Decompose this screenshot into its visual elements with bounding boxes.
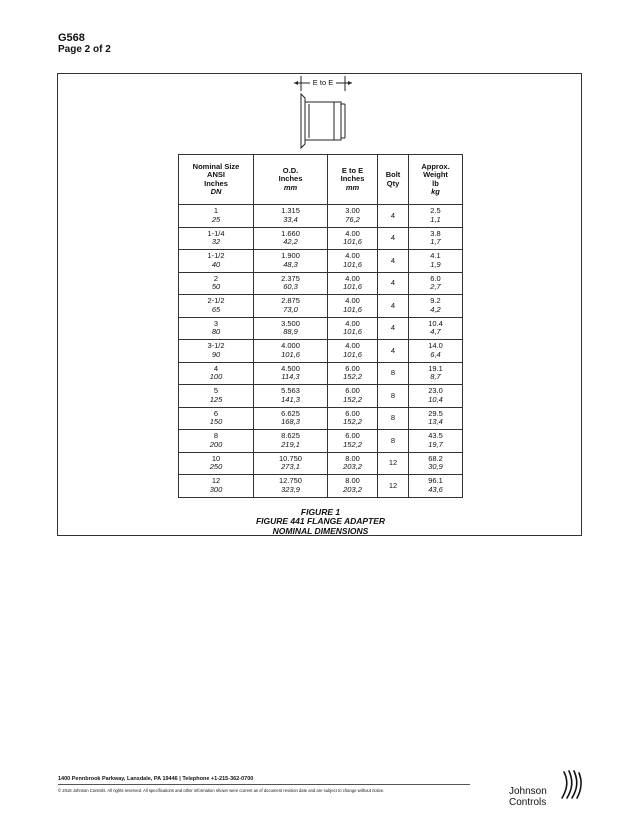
size-cell	[179, 250, 254, 273]
e-to-e-ee-mm: 152,2	[343, 372, 362, 382]
e-to-e-cell	[328, 272, 378, 295]
weight-wt-kg: 1,7	[430, 237, 441, 247]
od-cell	[254, 407, 328, 430]
weight-cell	[409, 362, 463, 385]
od-od-mm: 323,9	[281, 484, 300, 494]
size-cell	[179, 475, 254, 498]
e-to-e-ee-in: 3.00	[345, 206, 360, 216]
od-cell	[254, 362, 328, 385]
e-to-e-ee-in: 4.00	[345, 318, 360, 328]
e-to-e-cell	[328, 475, 378, 498]
header-nominal-size: Nominal Size ANSI Inches DN	[179, 155, 254, 205]
od-od-in: 2.375	[281, 273, 300, 283]
size-dn: 40	[211, 259, 221, 269]
bolt-qty-cell	[378, 227, 409, 250]
weight-wt-kg: 43,6	[428, 484, 443, 494]
document-id: G568	[58, 32, 85, 44]
od-od-mm: 60,3	[283, 282, 298, 292]
weight-wt-lb: 9.2	[430, 296, 441, 306]
size-dn: 90	[211, 349, 221, 359]
size-size: 1-1/4	[207, 228, 225, 238]
weight-wt-kg: 8,7	[430, 372, 441, 382]
dimensions-table	[178, 154, 463, 498]
od-od-in: 10.750	[279, 453, 302, 463]
size-size: 1	[213, 206, 219, 216]
e-to-e-cell	[328, 205, 378, 228]
bolt-qty-bolts: 12	[388, 480, 398, 490]
size-size: 1-1/2	[207, 251, 225, 261]
size-cell	[179, 452, 254, 475]
size-dn: 150	[209, 417, 223, 427]
table-row	[179, 475, 463, 498]
weight-wt-lb: 43.5	[428, 431, 443, 441]
size-size: 6	[213, 408, 219, 418]
od-od-in: 6.625	[281, 408, 300, 418]
size-dn: 300	[209, 484, 223, 494]
weight-wt-lb: 2.5	[430, 206, 441, 216]
e-to-e-ee-in: 4.00	[345, 296, 360, 306]
e-to-e-ee-in: 8.00	[345, 453, 360, 463]
size-dn: 125	[209, 394, 223, 404]
bolt-qty-bolts: 8	[390, 435, 396, 445]
weight-wt-kg: 4,2	[430, 304, 441, 314]
e-to-e-cell	[328, 250, 378, 273]
header-e-to-e: E to E Inches mm	[328, 155, 378, 205]
od-od-in: 2.875	[281, 296, 300, 306]
od-od-in: 12.750	[279, 476, 302, 486]
size-cell	[179, 295, 254, 318]
table-header-row	[179, 155, 463, 205]
header-bolt-qty: Bolt Qty	[378, 155, 409, 205]
od-cell	[254, 250, 328, 273]
table-row	[179, 227, 463, 250]
caption-line-2: FIGURE 441 FLANGE ADAPTER	[255, 516, 386, 527]
size-dn: 200	[209, 439, 223, 449]
size-cell	[179, 362, 254, 385]
od-od-in: 4.500	[281, 363, 300, 373]
weight-wt-lb: 14.0	[428, 341, 443, 351]
header-od: O.D. Inches mm	[254, 155, 328, 205]
e-to-e-ee-mm: 101,6	[343, 349, 362, 359]
size-dn: 80	[211, 327, 221, 337]
od-od-in: 1.660	[281, 228, 300, 238]
weight-cell	[409, 340, 463, 363]
od-cell	[254, 205, 328, 228]
johnson-controls-logo-text: Johnson Controls	[509, 786, 547, 808]
e-to-e-ee-mm: 152,2	[343, 439, 362, 449]
e-to-e-cell	[328, 227, 378, 250]
bolt-qty-cell	[378, 340, 409, 363]
weight-cell	[409, 385, 463, 408]
od-od-mm: 219,1	[281, 439, 300, 449]
size-size: 10	[211, 453, 221, 463]
e-to-e-ee-in: 4.00	[345, 228, 360, 238]
od-od-in: 3.500	[281, 318, 300, 328]
e-to-e-ee-in: 4.00	[345, 273, 360, 283]
size-dn: 100	[209, 372, 223, 382]
bolt-qty-bolts: 4	[390, 233, 396, 242]
od-cell	[254, 317, 328, 340]
bolt-qty-cell	[378, 475, 409, 498]
footer-rule	[58, 784, 470, 785]
od-od-mm: 273,1	[281, 462, 300, 472]
bolt-qty-cell	[378, 205, 409, 228]
table-row	[179, 205, 463, 228]
weight-wt-lb: 68.2	[428, 453, 443, 463]
bolt-qty-cell	[378, 385, 409, 408]
e-to-e-ee-mm: 101,6	[343, 304, 362, 314]
bolt-qty-bolts: 4	[390, 278, 396, 287]
weight-cell	[409, 295, 463, 318]
size-size: 12	[211, 476, 221, 486]
od-cell	[254, 430, 328, 453]
weight-wt-lb: 96.1	[428, 476, 443, 486]
weight-wt-kg: 10,4	[428, 394, 443, 404]
weight-cell	[409, 407, 463, 430]
size-cell	[179, 385, 254, 408]
e-to-e-cell	[328, 317, 378, 340]
od-od-mm: 168,3	[281, 417, 300, 427]
figure-box	[57, 73, 582, 536]
bolt-qty-bolts: 4	[390, 300, 396, 310]
e-to-e-ee-in: 6.00	[345, 408, 360, 418]
size-size: 3-1/2	[207, 341, 225, 351]
size-cell	[179, 430, 254, 453]
e-to-e-ee-mm: 101,6	[343, 259, 362, 269]
size-size: 5	[213, 386, 219, 396]
bolt-qty-bolts: 4	[390, 345, 396, 355]
od-od-in: 1.900	[281, 251, 300, 261]
e-to-e-cell	[328, 407, 378, 430]
e-to-e-ee-mm: 76,2	[345, 214, 360, 224]
johnson-controls-logo-icon	[558, 768, 584, 802]
weight-cell	[409, 205, 463, 228]
e-to-e-ee-mm: 152,2	[343, 394, 362, 404]
e-to-e-ee-in: 4.00	[345, 341, 360, 351]
page-number: Page 2 of 2	[58, 44, 111, 55]
bolt-qty-cell	[378, 317, 409, 340]
size-dn: 25	[211, 214, 221, 224]
size-size: 2-1/2	[207, 296, 225, 306]
e-to-e-cell	[328, 385, 378, 408]
od-cell	[254, 227, 328, 250]
od-od-mm: 114,3	[281, 372, 300, 382]
size-cell	[179, 227, 254, 250]
bolt-qty-bolts: 12	[388, 458, 398, 467]
size-size: 2	[213, 273, 219, 283]
od-od-in: 8.625	[281, 431, 300, 441]
bolt-qty-bolts: 4	[390, 210, 396, 220]
weight-wt-lb: 6.0	[430, 273, 441, 283]
footer-legal: © 2018 Johnson Controls. All rights reserved. All specifications and other information shown were current as of document revision date and are subject to change without notice.	[58, 788, 385, 793]
od-od-mm: 73,0	[283, 304, 298, 314]
size-cell	[179, 317, 254, 340]
weight-wt-kg: 2,7	[430, 282, 441, 292]
e-to-e-ee-in: 6.00	[345, 431, 360, 441]
size-size: 8	[213, 431, 219, 441]
caption-line-1: FIGURE 1	[300, 507, 341, 517]
weight-wt-kg: 13,4	[428, 417, 443, 427]
weight-wt-lb: 10.4	[428, 318, 443, 328]
weight-wt-kg: 19,7	[428, 439, 443, 449]
weight-wt-lb: 29.5	[428, 408, 443, 418]
e-to-e-ee-mm: 101,6	[343, 237, 362, 247]
table-row	[179, 385, 463, 408]
size-cell	[179, 340, 254, 363]
bolt-qty-bolts: 4	[390, 323, 396, 332]
bolt-qty-bolts: 8	[390, 368, 396, 377]
caption-line-3: NOMINAL DIMENSIONS	[272, 525, 369, 536]
e-to-e-ee-in: 6.00	[345, 386, 360, 396]
table-row	[179, 317, 463, 340]
size-size: 3	[213, 318, 219, 328]
table-row	[179, 407, 463, 430]
size-dn: 250	[209, 462, 223, 472]
e-to-e-ee-in: 4.00	[345, 251, 360, 261]
od-od-in: 4.000	[281, 341, 300, 351]
size-cell	[179, 205, 254, 228]
e-to-e-ee-mm: 152,2	[343, 417, 362, 427]
table-row	[179, 452, 463, 475]
e-to-e-ee-mm: 203,2	[343, 484, 362, 494]
table-body	[179, 205, 463, 498]
table-row	[179, 272, 463, 295]
footer-address: 1400 Pennbrook Parkway, Lansdale, PA 19446 | Telephone +1-215-362-0700	[58, 776, 254, 782]
od-od-in: 5.563	[281, 386, 300, 396]
e-to-e-cell	[328, 362, 378, 385]
size-dn: 50	[211, 282, 221, 292]
weight-cell	[409, 317, 463, 340]
figure-caption	[58, 508, 583, 536]
size-cell	[179, 407, 254, 430]
header-weight: Approx. Weight lb kg	[409, 155, 463, 205]
weight-cell	[409, 272, 463, 295]
weight-wt-kg: 4,7	[430, 327, 441, 337]
bolt-qty-bolts: 8	[390, 413, 396, 422]
od-od-mm: 141,3	[281, 394, 300, 404]
weight-wt-kg: 1,1	[430, 214, 441, 224]
od-cell	[254, 295, 328, 318]
e-to-e-ee-mm: 101,6	[343, 282, 362, 292]
dimension-label: E to E	[312, 78, 334, 87]
table-row	[179, 295, 463, 318]
bolt-qty-cell	[378, 362, 409, 385]
table-row	[179, 430, 463, 453]
od-od-mm: 88,9	[283, 327, 298, 337]
od-od-mm: 33,4	[283, 214, 298, 224]
bolt-qty-cell	[378, 430, 409, 453]
weight-wt-kg: 6,4	[430, 349, 441, 359]
bolt-qty-cell	[378, 250, 409, 273]
weight-wt-kg: 1,9	[430, 259, 441, 269]
od-od-mm: 48,3	[283, 259, 298, 269]
bolt-qty-cell	[378, 295, 409, 318]
size-size: 4	[213, 363, 219, 373]
e-to-e-cell	[328, 340, 378, 363]
size-dn: 65	[211, 304, 221, 314]
od-cell	[254, 385, 328, 408]
table-row	[179, 362, 463, 385]
weight-cell	[409, 475, 463, 498]
table-row	[179, 250, 463, 273]
bolt-qty-cell	[378, 452, 409, 475]
od-od-mm: 101,6	[281, 349, 300, 359]
weight-cell	[409, 430, 463, 453]
e-to-e-cell	[328, 430, 378, 453]
weight-cell	[409, 227, 463, 250]
bolt-qty-cell	[378, 272, 409, 295]
weight-wt-lb: 3.8	[430, 228, 441, 238]
weight-wt-lb: 23.0	[428, 386, 443, 396]
e-to-e-ee-mm: 203,2	[343, 462, 362, 472]
od-od-in: 1.315	[281, 206, 300, 216]
size-dn: 32	[211, 237, 221, 247]
weight-cell	[409, 250, 463, 273]
table-row	[179, 340, 463, 363]
bolt-qty-cell	[378, 407, 409, 430]
weight-wt-kg: 30,9	[428, 462, 443, 472]
od-cell	[254, 340, 328, 363]
e-to-e-ee-mm: 101,6	[343, 327, 362, 337]
od-cell	[254, 452, 328, 475]
od-cell	[254, 475, 328, 498]
e-to-e-ee-in: 6.00	[345, 363, 360, 373]
e-to-e-cell	[328, 452, 378, 475]
weight-wt-lb: 4.1	[430, 251, 441, 261]
e-to-e-cell	[328, 295, 378, 318]
e-to-e-ee-in: 8.00	[345, 476, 360, 486]
bolt-qty-bolts: 8	[390, 390, 396, 400]
od-od-mm: 42,2	[283, 237, 298, 247]
bolt-qty-bolts: 4	[390, 255, 396, 265]
weight-wt-lb: 19.1	[428, 363, 443, 373]
size-cell	[179, 272, 254, 295]
weight-cell	[409, 452, 463, 475]
od-cell	[254, 272, 328, 295]
